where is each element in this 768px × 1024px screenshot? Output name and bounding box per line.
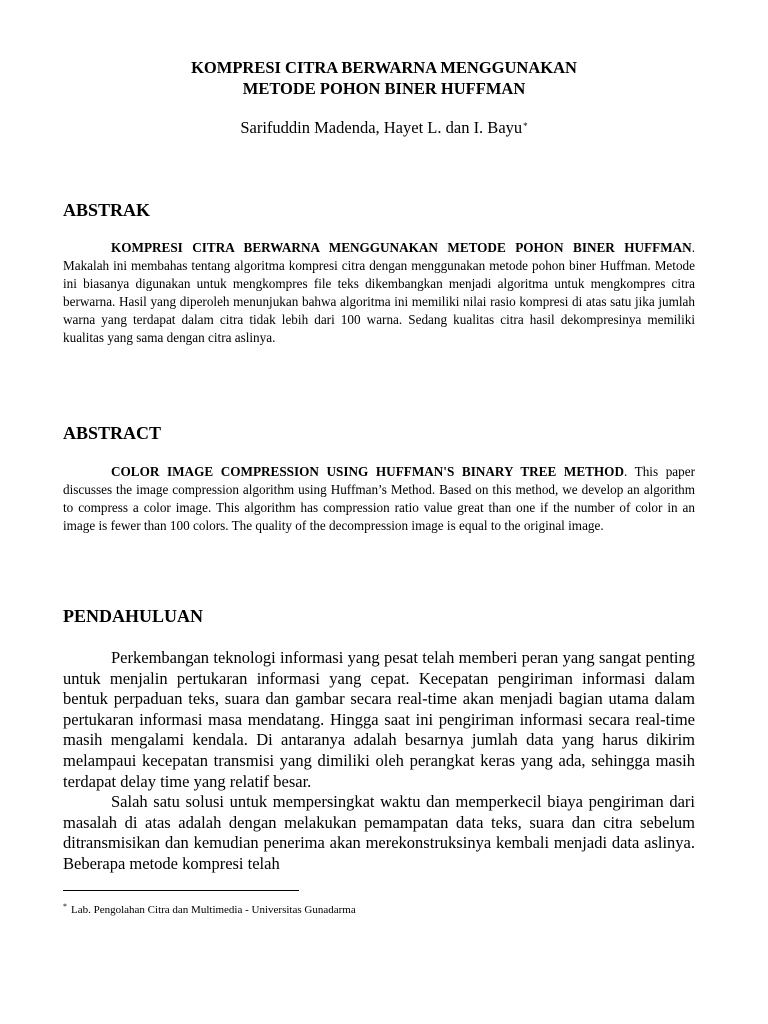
abstrak-lead-title: KOMPRESI CITRA BERWARNA MENGGUNAKAN METODE POHON BINER HUFFMAN xyxy=(111,240,692,255)
footnote-text: Lab. Pengolahan Citra dan Multimedia - Universitas Gunadarma xyxy=(71,904,356,916)
paper-title-line-2: METODE POHON BINER HUFFMAN xyxy=(242,79,526,98)
abstract-heading: ABSTRACT xyxy=(63,423,162,443)
footnote-marker: * xyxy=(63,902,67,911)
abstract-paragraph xyxy=(63,463,695,535)
author-footnote-marker: * xyxy=(523,121,528,131)
pendahuluan-paragraph-1: Perkembangan teknologi informasi yang pesat telah memberi peran yang sangat penting untuk menjalin pertukaran informasi yang cepat. Kecepatan pengiriman informasi dalam bentuk perpaduan teks, suara dan gambar secara real-time akan menjadi bagian utama dalam pertukaran informasi masa mendatang. Hingga saat ini pengiriman informasi secara real-time masih mengalami kendala. Di antaranya adalah besarnya jumlah data yang harus dikirim melampaui kecepatan transmisi yang dimiliki oleh perangkat keras yang ada, sehingga masih terdapat delay time yang relatif besar. xyxy=(63,648,695,791)
abstract-body: . This paper discusses the image compression algorithm using Huffman’s Method. Based on this method, we develop an algorithm to compress a color image. This algorithm has compression ratio value great than one if the number of color in an image is fewer than 100 colors. The quality of the decompression image is equal to the original image. xyxy=(63,464,695,533)
abstrak-body: . Makalah ini membahas tentang algoritma kompresi citra dengan menggunakan metode pohon biner Huffman. Metode ini biasanya digunakan untuk mengkompres file teks dikembangkan menjadi algoritma untuk mengkompres citra berwarna. Hasil yang diperoleh menunjukan bahwa algoritma ini memiliki nilai rasio kompresi di atas satu jika jumlah warna yang terdapat dalam citra tidak lebih dari 100 warna. Sedang kualitas citra hasil dekompresinya memiliki kualitas yang sama dengan citra aslinya. xyxy=(63,240,695,345)
abstrak-heading: ABSTRAK xyxy=(63,200,151,220)
paper-title xyxy=(0,57,768,99)
paper-title-line-1: KOMPRESI CITRA BERWARNA MENGGUNAKAN xyxy=(191,58,577,77)
author-names: Sarifuddin Madenda, Hayet L. dan I. Bayu xyxy=(240,118,523,137)
pendahuluan-body xyxy=(63,648,695,875)
abstract-lead-title: COLOR IMAGE COMPRESSION USING HUFFMAN'S BINARY TREE METHOD xyxy=(111,464,624,479)
footnote xyxy=(63,903,356,917)
abstrak-paragraph xyxy=(63,239,695,346)
pendahuluan-paragraph-2: Salah satu solusi untuk mempersingkat waktu dan memperkecil biaya pengiriman dari masalah di atas adalah dengan melakukan pemampatan data teks, suara dan citra sebelum ditransmisikan dan kemudian penerima akan merekonstruksinya kembali menjadi data aslinya. Beberapa metode kompresi telah xyxy=(63,792,695,873)
pendahuluan-heading: PENDAHULUAN xyxy=(63,606,204,626)
author-line xyxy=(0,118,768,138)
footnote-divider xyxy=(63,890,299,891)
